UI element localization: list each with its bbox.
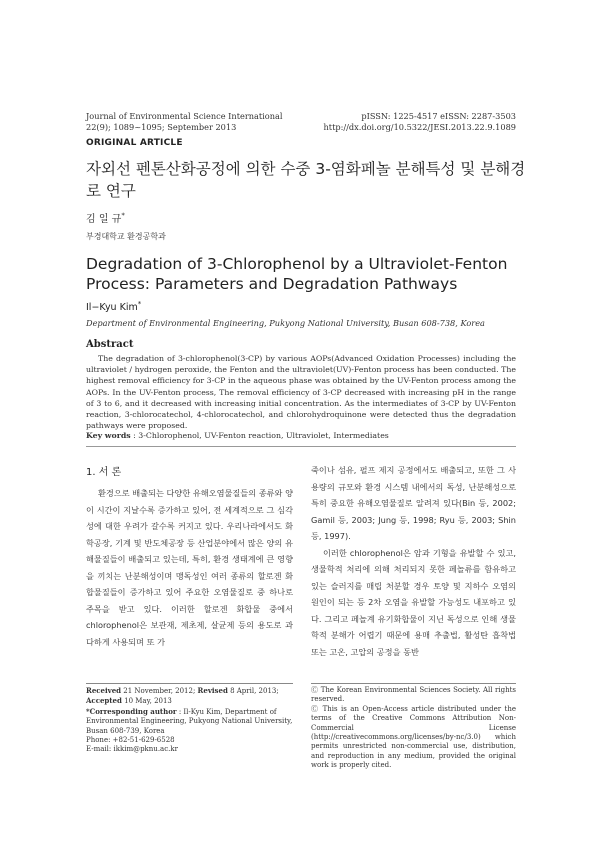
received-date: 21 November, 2012; <box>121 687 198 695</box>
divider <box>86 446 516 447</box>
korean-title: 자외선 펜톤산화공정에 의한 수중 3-염화페놀 분해특성 및 분해경로 연구 <box>86 160 526 200</box>
english-affiliation: Department of Environmental Engineering, Pukyong National University, Busan 608-738, Korea <box>86 318 485 328</box>
right-column <box>311 462 516 660</box>
received-label: Received <box>86 686 122 695</box>
phone: Phone: +82-51-629-6528 <box>86 736 175 745</box>
issn-info <box>300 111 516 133</box>
section-heading: 1. 서 론 <box>86 467 122 478</box>
doi-link[interactable]: http://dx.doi.org/10.5322/JESI.2013.22.9.1089 <box>323 122 516 132</box>
english-author <box>86 300 141 313</box>
license-text: Ⓒ This is an Open-Access article distributed under the terms of the Creative Commons Attribution Non-Commercial License (http://creativecommons.org/licenses/by-nc/3.0) which permits unrestricted non-commercial use, distribution, and reproduction in any medium, provided the original work is properly cited. <box>311 704 516 770</box>
corresponding-label: *Corresponding author <box>86 706 177 716</box>
korean-author-name: 김 일 규 <box>86 214 122 225</box>
corresponding-author: : Il-Kyu Kim, Department of Environmental Engineering, Pukyong National University, Busan 608-739, Korea <box>86 707 293 735</box>
footnote-divider <box>86 683 293 684</box>
korean-affiliation: 부경대학교 환경공학과 <box>86 232 166 241</box>
keywords <box>86 431 516 440</box>
journal-name: Journal of Environmental Science International <box>86 111 283 121</box>
paragraph: 죽이나 섬유, 펄프 제지 공정에서도 배출되고, 또한 그 사용량의 규모와 환경 시스템 내에서의 독성, 난분해성으로 특히 중요한 유해오염물질로 알려져 있다(Bin 등, 2002; Gamil 등, 2003; Jung 등, 1998; Ryu 등, 2003; Shin 등, 1997). <box>311 465 516 541</box>
revised-date: 8 April, 2013; <box>227 687 279 695</box>
accepted-label: Accepted <box>86 696 122 706</box>
korean-author <box>86 210 125 225</box>
article-type: ORIGINAL ARTICLE <box>86 138 183 148</box>
keywords-label: Key words <box>86 431 131 440</box>
journal-info <box>86 111 283 133</box>
english-author-name: Il−Kyu Kim <box>86 302 138 314</box>
keywords-list: : 3-Chlorophenol, UV-Fenton reaction, Ultraviolet, Intermediates <box>130 431 389 440</box>
abstract-text: The degradation of 3-chlorophenol(3-CP) by various AOPs(Advanced Oxidation Processes) including the ultraviolet / hydrogen peroxide, the Fenton and the ultraviolet(UV)-Fenton process has been conducted. The highest removal efficiency for 3-CP in the aqueous phase was obtained by the UV-Fenton process among the AOPs. In the UV-Fenton process, The removal efficiency of 3-CP decreased with increasing pH in the range of 3 to 6, and it decreased with increasing initial concentration. As the intermediates of 3-CP by UV-Fenton reaction, 3-chlorocatechol, 4-chlorocatechol, and chlorohydroquinone were detected thus the degradation pathways were proposed. <box>86 354 516 431</box>
journal-issue: 22(9); 1089~1095; September 2013 <box>86 122 237 132</box>
english-title: Degradation of 3-Chlorophenol by a Ultraviolet-Fenton Process: Parameters and Degradation Pathways <box>86 255 508 293</box>
revised-label: Revised <box>197 686 228 695</box>
accepted-date: 10 May, 2013 <box>121 697 172 706</box>
copyright: Ⓒ The Korean Environmental Sciences Society. All rights reserved. <box>311 686 516 704</box>
paragraph: 이러한 chlorophenol은 암과 기형을 유발할 수 있고, 생물학적 처리에 의해 처리되지 못한 페놀류를 함유하고 있는 슬러지를 매립 처분할 경우 토양 및 지하수 오염의 원인이 되는 등 2차 오염을 유발할 가능성도 내포하고 있다. 그리고 페놀계 유기화합물이 지닌 독성으로 인해 생물학적 분해가 어렵기 때문에 용매 추출법, 활성탄 흡착법 또는 고온, 고압의 공정을 동반 <box>311 547 516 657</box>
article-history <box>86 686 293 755</box>
left-column <box>86 485 293 650</box>
license-block <box>311 686 516 771</box>
paragraph: 환경으로 배출되는 다양한 유해오염물질들의 종류와 양이 시간이 지날수록 증가하고 있어, 전 세계적으로 그 심각성에 대한 우려가 갈수록 커지고 있다. 우리나라에서도 화학공장, 기계 및 반도체공장 등 산업분야에서 많은 양의 유해물질들이 배출되고 있는데, 특히, 환경 생태계에 큰 영향을 끼치는 난분해성이며 맹독성인 여러 종류의 할로겐 화합물질들이 증가하고 있어 주요한 오염물질로 중 하나로 주목을 받고 있다. 이러한 할로겐 화합물 중에서 chlorophenol은 보관재, 제초제, 살균제 등의 용도로 과다하게 사용되며 또 가 <box>86 488 293 647</box>
email[interactable]: E-mail: ikkim@pknu.ac.kr <box>86 745 178 754</box>
abstract-heading: Abstract <box>86 339 134 350</box>
author-mark: * <box>121 211 125 220</box>
issn: pISSN: 1225-4517 eISSN: 2287-3503 <box>361 111 516 121</box>
footnote-divider <box>311 683 516 684</box>
author-mark: * <box>137 300 142 308</box>
